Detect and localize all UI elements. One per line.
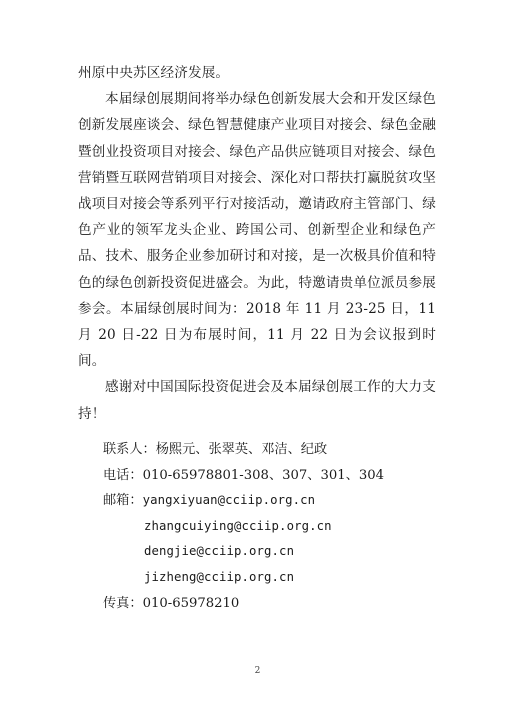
fax-row bbox=[103, 591, 423, 617]
fax-value: 010-65978210 bbox=[142, 595, 240, 611]
phone-row bbox=[103, 463, 423, 489]
email-address: jizheng@cciip.org.cn bbox=[144, 569, 295, 584]
paragraph-continuation: 州原中央苏区经济发展。 bbox=[78, 65, 230, 81]
contact-person-value: 杨熙元、张翠英、邓洁、纪政 bbox=[155, 442, 328, 457]
email-row bbox=[103, 565, 423, 591]
contact-person-row bbox=[103, 437, 423, 463]
paragraph-acknowledgement: 感谢对中国国际投资促进会及本届绿创展工作的大力支持！ bbox=[78, 379, 436, 422]
fax-label: 传真： bbox=[103, 595, 143, 611]
contact-person-label: 联系人： bbox=[103, 442, 156, 457]
contact-block bbox=[103, 437, 423, 616]
email-address: zhangcuiying@cciip.org.cn bbox=[144, 518, 332, 533]
email-label: 邮箱： bbox=[103, 493, 143, 509]
email-row bbox=[103, 488, 423, 514]
email-address: yangxiyuan@cciip.org.cn bbox=[142, 493, 316, 508]
page-number: 2 bbox=[254, 666, 261, 676]
paragraph-exhibition-activities: 本届绿创展期间将举办绿色创新发展大会和开发区绿色创新发展座谈会、绿色智慧健康产业项目对接会、绿色金融暨创业投资项目对接会、绿色产品供应链项目对接会、绿色营销暨互联网营销项目对接会、深化对口帮扶打赢脱贫攻坚战项目对接会等系列平行对接活动，邀请政府主管部门、绿色产业的领军龙头企业、跨国公司、创新型企业和绿色产品、技术、服务企业参加研讨和对接，是一次极具价值和特色的绿色创新投资促进盛会。为此，特邀请贵单位派员参展参会。本届绿创展时间为：2018 年 11 月 23-25 日，11 月 20 日-22 日为布展时间，11 月 22 日为会议报到时间。 bbox=[78, 91, 436, 370]
phone-label: 电话： bbox=[103, 467, 143, 483]
email-address: dengjie@cciip.org.cn bbox=[144, 544, 295, 559]
phone-value: 010-65978801-308、307、301、304 bbox=[142, 467, 385, 483]
email-row bbox=[103, 539, 423, 565]
email-row bbox=[103, 514, 423, 540]
body-text bbox=[78, 60, 436, 427]
